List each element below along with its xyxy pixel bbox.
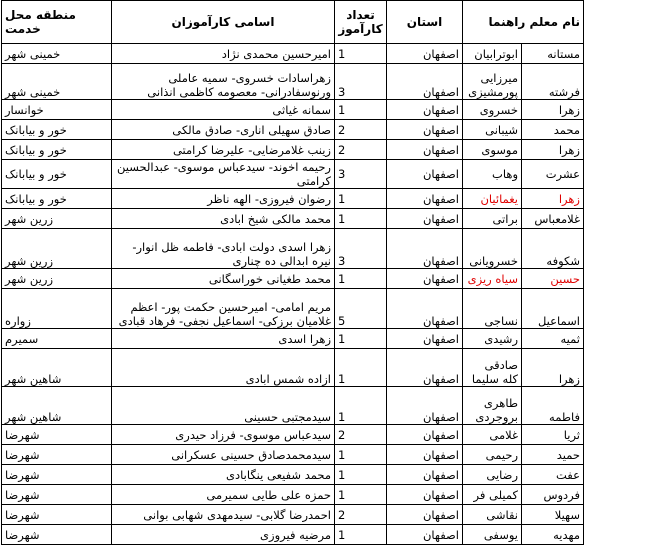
region-cell: خمینی شهر — [2, 64, 112, 100]
count-cell: 1 — [335, 525, 387, 545]
last-name-cell: ابوترابیان — [463, 44, 522, 64]
province-cell: اصفهان — [387, 465, 463, 485]
province-cell: اصفهان — [387, 349, 463, 387]
trainees-cell: صادق سهیلی اناری- صادق مالکی — [112, 120, 335, 140]
province-cell: اصفهان — [387, 525, 463, 545]
header-row — [2, 1, 646, 44]
province-cell: اصفهان — [387, 140, 463, 160]
table-row — [2, 269, 646, 289]
trainees-cell: حمزه علی طایی سمیرمی — [112, 485, 335, 505]
last-name-cell: وهاب — [463, 160, 522, 189]
table-row — [2, 100, 646, 120]
table-row — [2, 209, 646, 229]
first-name-cell: غلامعباس — [522, 209, 584, 229]
province-cell: اصفهان — [387, 269, 463, 289]
table-row — [2, 140, 646, 160]
last-name-cell: رشیدی — [463, 329, 522, 349]
first-name-cell: زهرا — [522, 100, 584, 120]
last-name-cell: خسروی — [463, 100, 522, 120]
last-name-cell: غلامی — [463, 425, 522, 445]
first-name-cell: ثمیه — [522, 329, 584, 349]
trainees-cell: مریم امامی- امیرحسین حکمت پور- اعظم غلامیان برزکی- اسماعیل نجفی- فرهاد قبادی — [112, 289, 335, 329]
table-row — [2, 485, 646, 505]
first-name-cell: عشرت — [522, 160, 584, 189]
count-cell: 2 — [335, 120, 387, 140]
trainees-cell: امیرحسین محمدی نژاد — [112, 44, 335, 64]
trainees-cell: محمد شفیعی ینگابادی — [112, 465, 335, 485]
last-name-cell: سیاه ریزی — [463, 269, 522, 289]
province-cell: اصفهان — [387, 289, 463, 329]
trainees-cell: سیدعباس موسوی- فرزاد حیدری — [112, 425, 335, 445]
last-name-cell: نقاشی — [463, 505, 522, 525]
last-name-cell: خسرویانی — [463, 229, 522, 269]
count-cell: 1 — [335, 485, 387, 505]
province-cell: اصفهان — [387, 64, 463, 100]
table-row — [2, 425, 646, 445]
region-cell: خمینی شهر — [2, 44, 112, 64]
last-name-cell: شیبانی — [463, 120, 522, 140]
count-cell: 5 — [335, 289, 387, 329]
province-cell: اصفهان — [387, 387, 463, 425]
header-trainees: اسامی کارآموزان — [112, 1, 335, 44]
table-row — [2, 445, 646, 465]
trainees-cell: محمد مالکی شیخ ابادی — [112, 209, 335, 229]
province-cell: اصفهان — [387, 425, 463, 445]
region-cell: خور و بیابانک — [2, 120, 112, 140]
region-cell: شهرضا — [2, 525, 112, 545]
guide-teachers-table — [1, 0, 646, 545]
first-name-cell: زهرا — [522, 140, 584, 160]
trainees-cell: سمانه غیاثی — [112, 100, 335, 120]
first-name-cell: محمد — [522, 120, 584, 140]
count-cell: 2 — [335, 140, 387, 160]
table-row — [2, 349, 646, 387]
first-name-cell: حسین — [522, 269, 584, 289]
province-cell: اصفهان — [387, 44, 463, 64]
region-cell: شاهین شهر — [2, 387, 112, 425]
last-name-cell: نساجی — [463, 289, 522, 329]
count-cell: 2 — [335, 505, 387, 525]
first-name-cell: فاطمه — [522, 387, 584, 425]
table-row — [2, 44, 646, 64]
count-cell: 3 — [335, 229, 387, 269]
trainees-cell: ازاده شمس ابادی — [112, 349, 335, 387]
region-cell: شهرضا — [2, 465, 112, 485]
first-name-cell: زهرا — [522, 349, 584, 387]
last-name-cell: میرزایی پورمشیزی — [463, 64, 522, 100]
count-cell: 1 — [335, 329, 387, 349]
count-cell: 1 — [335, 465, 387, 485]
region-cell: شهرضا — [2, 505, 112, 525]
table-row — [2, 387, 646, 425]
table-row — [2, 120, 646, 140]
last-name-cell: موسوی — [463, 140, 522, 160]
province-cell: اصفهان — [387, 229, 463, 269]
region-cell: خوانسار — [2, 100, 112, 120]
count-cell: 1 — [335, 349, 387, 387]
trainees-cell: مرضیه فیروزی — [112, 525, 335, 545]
first-name-cell: اسماعیل — [522, 289, 584, 329]
table-row — [2, 505, 646, 525]
trainees-cell: زهرا اسدی — [112, 329, 335, 349]
last-name-cell: صادقی کله سلیما — [463, 349, 522, 387]
province-cell: اصفهان — [387, 485, 463, 505]
first-name-cell: مهدیه — [522, 525, 584, 545]
first-name-cell: فرشته — [522, 64, 584, 100]
province-cell: اصفهان — [387, 209, 463, 229]
table-row — [2, 189, 646, 209]
first-name-cell: عفت — [522, 465, 584, 485]
province-cell: اصفهان — [387, 120, 463, 140]
table-row — [2, 229, 646, 269]
region-cell: زرین شهر — [2, 229, 112, 269]
first-name-cell: حمید — [522, 445, 584, 465]
table-row — [2, 525, 646, 545]
last-name-cell: براتی — [463, 209, 522, 229]
province-cell: اصفهان — [387, 100, 463, 120]
region-cell: زرین شهر — [2, 209, 112, 229]
region-cell: شهرضا — [2, 425, 112, 445]
table-row — [2, 160, 646, 189]
count-cell: 3 — [335, 160, 387, 189]
trainees-cell: زهرا اسدی دولت ابادی- فاطمه ظل انوار-نیره ابدالی ده چناری — [112, 229, 335, 269]
region-cell: شهرضا — [2, 445, 112, 465]
trainees-cell: سیدمحمدصادق حسینی عسکرانی — [112, 445, 335, 465]
last-name-cell: طاهری بروجردی — [463, 387, 522, 425]
last-name-cell: رحیمی — [463, 445, 522, 465]
count-cell: 1 — [335, 44, 387, 64]
trainees-cell: سیدمجتبی حسینی — [112, 387, 335, 425]
table-row — [2, 64, 646, 100]
count-cell: 1 — [335, 100, 387, 120]
province-cell: اصفهان — [387, 445, 463, 465]
province-cell: اصفهان — [387, 189, 463, 209]
trainees-cell: محمد طغیانی خوراسگانی — [112, 269, 335, 289]
header-count: تعداد کارآموز — [335, 1, 387, 44]
last-name-cell: یغمائیان — [463, 189, 522, 209]
region-cell: شهرضا — [2, 485, 112, 505]
region-cell: خور و بیابانک — [2, 140, 112, 160]
region-cell: سمیرم — [2, 329, 112, 349]
count-cell: 1 — [335, 209, 387, 229]
trainees-cell: زهراسادات خسروی- سمیه عاملی ورنوسفادرانی- معصومه کاظمی انذانی — [112, 64, 335, 100]
table-row — [2, 465, 646, 485]
last-name-cell: رضایی — [463, 465, 522, 485]
last-name-cell: کمیلی فر — [463, 485, 522, 505]
first-name-cell: زهرا — [522, 189, 584, 209]
region-cell: خور و بیابانک — [2, 160, 112, 189]
first-name-cell: سهیلا — [522, 505, 584, 525]
first-name-cell: فردوس — [522, 485, 584, 505]
trainees-cell: رحیمه اخوند- سیدعباس موسوی- عبدالحسین کرامتی — [112, 160, 335, 189]
region-cell: زرین شهر — [2, 269, 112, 289]
count-cell: 1 — [335, 387, 387, 425]
count-cell: 2 — [335, 425, 387, 445]
trainees-cell: زینب غلامرضایی- علیرضا کرامتی — [112, 140, 335, 160]
province-cell: اصفهان — [387, 329, 463, 349]
table-row — [2, 289, 646, 329]
province-cell: اصفهان — [387, 505, 463, 525]
header-province: استان — [387, 1, 463, 44]
region-cell: خور و بیابانک — [2, 189, 112, 209]
trainees-cell: احمدرضا گلابی- سیدمهدی شهابی بوانی — [112, 505, 335, 525]
first-name-cell: ثریا — [522, 425, 584, 445]
header-guide-name: نام معلم راهنما — [463, 1, 584, 44]
count-cell: 1 — [335, 269, 387, 289]
region-cell: شاهین شهر — [2, 349, 112, 387]
count-cell: 1 — [335, 445, 387, 465]
first-name-cell: مستانه — [522, 44, 584, 64]
last-name-cell: یوسفی — [463, 525, 522, 545]
first-name-cell: شکوفه — [522, 229, 584, 269]
count-cell: 1 — [335, 189, 387, 209]
header-region: منطقه محل خدمت — [2, 1, 112, 44]
province-cell: اصفهان — [387, 160, 463, 189]
region-cell: زوارە — [2, 289, 112, 329]
trainees-cell: رضوان فیروزی- الهه ناظر — [112, 189, 335, 209]
table-row — [2, 329, 646, 349]
count-cell: 3 — [335, 64, 387, 100]
